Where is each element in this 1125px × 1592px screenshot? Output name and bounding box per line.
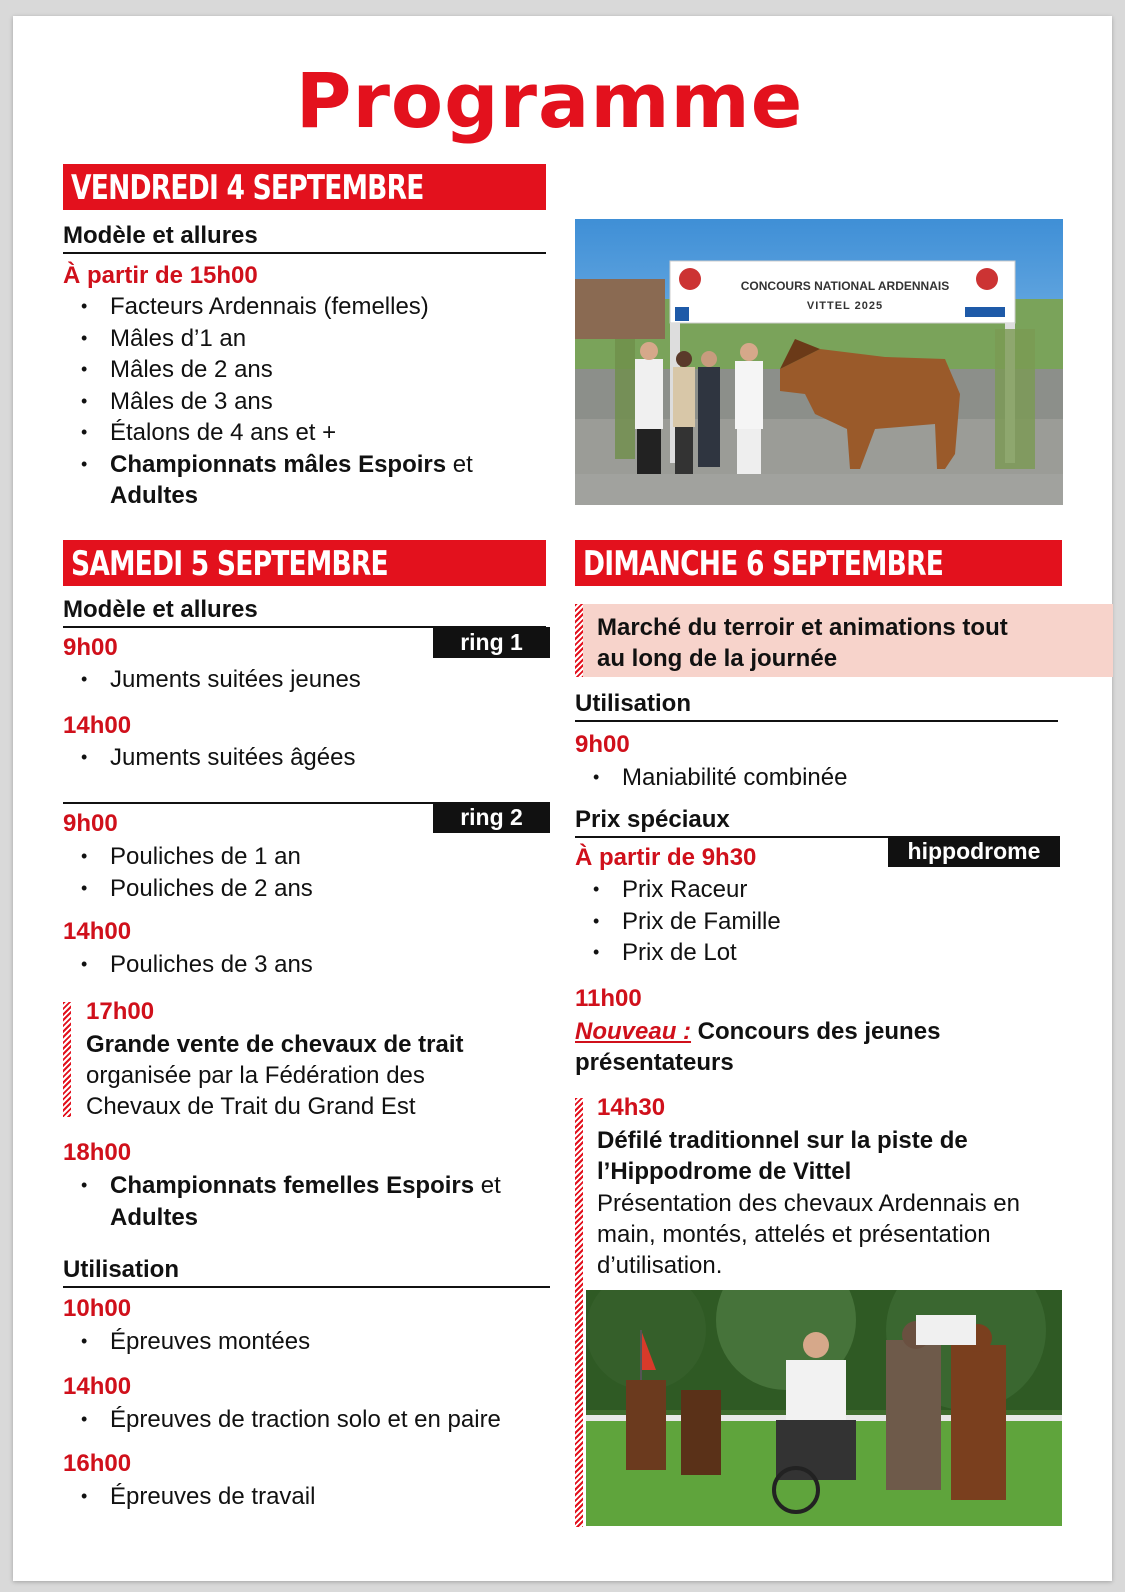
sale-desc-line1: organisée par la Fédération des — [86, 1062, 425, 1089]
list-item: • Mâles de 3 ans — [63, 386, 553, 418]
friday-header: VENDREDI 4 SEPTEMBRE — [63, 164, 546, 210]
sale-accent-bar — [63, 1002, 71, 1117]
list-item: • Championnats mâles Espoirs et Adultes — [63, 449, 553, 512]
special-prizes-list — [575, 874, 1055, 969]
list-item: • Pouliches de 1 an — [63, 841, 543, 873]
friday-list — [63, 291, 553, 512]
list-item: • Épreuves de travail — [63, 1481, 543, 1513]
saturday-section-title: Modèle et allures — [63, 596, 546, 628]
parade-desc-line2: main, montés, attelés et présentation — [597, 1221, 991, 1248]
time-label: 16h00 — [63, 1450, 132, 1477]
list-item: • Pouliches de 2 ans — [63, 873, 543, 905]
list-item: • Prix de Lot — [575, 937, 1055, 969]
list-item: • Maniabilité combinée — [575, 762, 1055, 794]
list-item: • Mâles d’1 an — [63, 323, 553, 355]
list-item: • Prix Raceur — [575, 874, 1055, 906]
page-title: Programme — [295, 56, 804, 145]
sale-time: 17h00 — [86, 998, 155, 1025]
time-label: 9h00 — [575, 731, 630, 758]
ring1-tag: ring 1 — [433, 627, 550, 658]
carriage-illustration — [586, 1290, 1062, 1526]
parade-title-line2: l’Hippodrome de Vittel — [597, 1158, 852, 1185]
special-prizes-title: Prix spéciaux — [575, 806, 1058, 838]
parade-time: 14h30 — [597, 1094, 666, 1121]
hippodrome-tag: hippodrome — [888, 836, 1060, 867]
new-badge: Nouveau : — [575, 1018, 692, 1045]
sale-title: Grande vente de chevaux de trait — [86, 1031, 464, 1058]
list-item: • Championnats femelles Espoirs et Adultes — [63, 1170, 553, 1233]
time-label: 9h00 — [63, 810, 118, 837]
list-item: • Juments suitées jeunes — [63, 664, 543, 696]
market-line1: Marché du terroir et animations tout — [597, 614, 1008, 641]
market-line2: au long de la journée — [597, 645, 838, 672]
ring2-tag: ring 2 — [433, 802, 550, 833]
sunday-utilisation-title: Utilisation — [575, 690, 1058, 722]
market-accent-bar — [575, 604, 583, 677]
time-label: 18h00 — [63, 1139, 132, 1166]
time-label: 11h00 — [575, 985, 642, 1012]
utilisation-list-2 — [63, 1404, 553, 1436]
banner-line2: VITTEL 2025 — [806, 300, 884, 312]
list-item: • Juments suitées âgées — [63, 742, 543, 774]
utilisation-list-3 — [63, 1481, 543, 1513]
list-item: • Pouliches de 3 ans — [63, 949, 543, 981]
sunday-utilisation-list — [575, 762, 1055, 794]
banner-line1: CONCOURS NATIONAL ARDENNAIS — [740, 279, 950, 293]
parade-desc-line3: d’utilisation. — [597, 1252, 723, 1279]
new-competition: Nouveau : Concours des jeunes — [575, 1018, 941, 1045]
parade-title-line1: Défilé traditionnel sur la piste de — [597, 1127, 968, 1154]
ring1-afternoon-list — [63, 742, 543, 774]
ring2-morning-list — [63, 841, 543, 904]
sunday-header: DIMANCHE 6 SEPTEMBRE — [575, 540, 1062, 586]
saturday-header: SAMEDI 5 SEPTEMBRE — [63, 540, 546, 586]
time-label: 14h00 — [63, 918, 132, 945]
time-label: 9h00 — [63, 634, 118, 661]
list-item: • Étalons de 4 ans et + — [63, 417, 553, 449]
sale-desc-line2: Chevaux de Trait du Grand Est — [86, 1093, 416, 1120]
list-item: • Épreuves montées — [63, 1326, 543, 1358]
list-item: • Épreuves de traction solo et en paire — [63, 1404, 553, 1436]
parade-accent-bar — [575, 1098, 583, 1527]
list-item: • Mâles de 2 ans — [63, 354, 553, 386]
podium-illustration — [575, 219, 1063, 505]
podium-photo — [575, 219, 1063, 505]
friday-section-title: Modèle et allures — [63, 222, 546, 254]
female-championships-list — [63, 1170, 553, 1233]
time-label: 10h00 — [63, 1295, 132, 1322]
time-label: 14h00 — [63, 1373, 132, 1400]
saturday-utilisation-title: Utilisation — [63, 1256, 550, 1288]
new-competition-line2: présentateurs — [575, 1049, 734, 1076]
carriage-photo — [586, 1290, 1062, 1526]
utilisation-list-1 — [63, 1326, 543, 1358]
list-item: • Facteurs Ardennais (femelles) — [63, 291, 553, 323]
time-label: 14h00 — [63, 712, 132, 739]
parade-desc-line1: Présentation des chevaux Ardennais en — [597, 1190, 1020, 1217]
time-label: À partir de 9h30 — [575, 844, 757, 871]
ring2-afternoon-list — [63, 949, 543, 981]
friday-time: À partir de 15h00 — [63, 262, 258, 289]
ring1-morning-list — [63, 664, 543, 696]
list-item: • Prix de Famille — [575, 906, 1055, 938]
